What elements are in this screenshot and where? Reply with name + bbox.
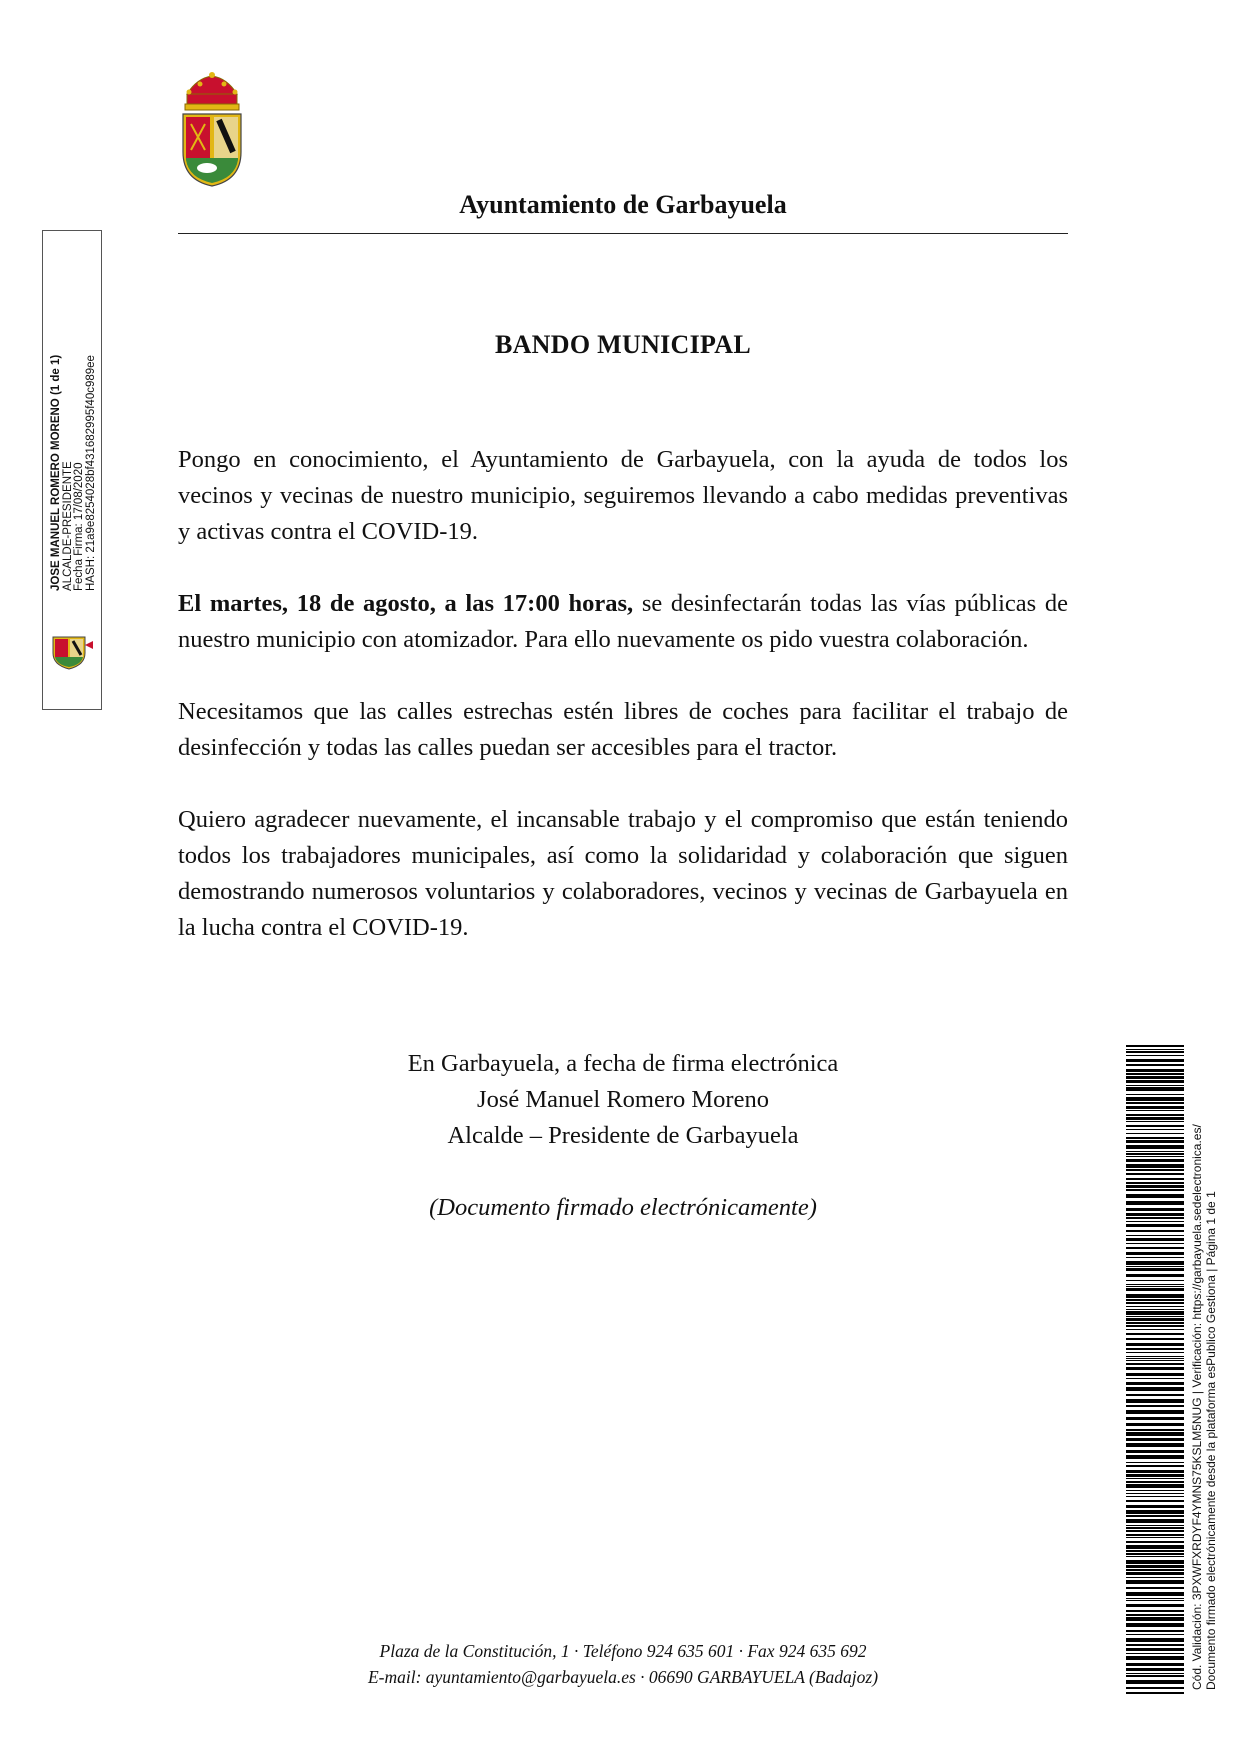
signature-role: Alcalde – Presidente de Garbayuela	[447, 1122, 799, 1149]
signature-name: José Manuel Romero Moreno	[477, 1086, 769, 1113]
stamp-hash: HASH: 21a9e8254028bf431682995f40c989ee	[84, 355, 97, 591]
header-divider	[178, 233, 1068, 234]
signature-place-date: En Garbayuela, a fecha de firma electrónica	[407, 1050, 839, 1077]
signature-block	[178, 1046, 1068, 1226]
signature-note: (Documento firmado electrónicamente)	[429, 1194, 817, 1221]
stamp-role: ALCALDE-PRESIDENTE	[61, 461, 74, 591]
stamp-date: Fecha Firma: 17/08/2020	[73, 462, 85, 591]
footer-email: E-mail: ayuntamiento@garbayuela.es · 06690 GARBAYUELA (Badajoz)	[367, 1667, 879, 1687]
signature-stamp	[42, 230, 102, 710]
paragraph-schedule	[178, 586, 1068, 658]
document-body	[178, 442, 1068, 982]
coat-of-arms-logo	[177, 72, 247, 188]
validation-barcode	[1126, 1045, 1184, 1695]
schedule-text: se desinfectarán todas las vías públicas de nuestro municipio con atomizador. Para ello nuevamente os pido vuestra colaboración.	[178, 590, 1068, 653]
stamp-crest-icon	[49, 631, 97, 671]
validation-code: Cód. Validación: 3PXWFXRDYF4YMNS75KSLM5NUG | Verificación: https://garbayuela.sedelectronica.es/	[1190, 1124, 1204, 1690]
document-title: BANDO MUNICIPAL	[494, 330, 752, 359]
validation-text	[1190, 1050, 1218, 1690]
footer-address: Plaza de la Constitución, 1 · Teléfono 924 635 601 · Fax 924 635 692	[379, 1641, 867, 1661]
schedule-bold-lead: El martes, 18 de agosto, a las 17:00 horas,	[178, 590, 634, 617]
stamp-signer: JOSE MANUEL ROMERO MORENO (1 de 1)	[50, 354, 62, 591]
validation-platform: Documento firmado electrónicamente desde la plataforma esPublico Gestiona | Página 1 de 1	[1204, 1191, 1218, 1690]
paragraph-request: Necesitamos que las calles estrechas estén libres de coches para facilitar el trabajo de desinfección y todas las calles puedan ser accesibles para el tractor.	[178, 698, 1068, 761]
paragraph-thanks: Quiero agradecer nuevamente, el incansable trabajo y el compromiso que están teniendo todos los trabajadores municipales, así como la solidaridad y colaboración que siguen demostrando numerosos voluntarios y colaboradores, vecinos y vecinas de Garbayuela en la lucha contra el COVID-19.	[178, 806, 1068, 941]
organization-title: Ayuntamiento de Garbayuela	[459, 190, 787, 219]
page-footer	[178, 1638, 1068, 1690]
paragraph-intro: Pongo en conocimiento, el Ayuntamiento de Garbayuela, con la ayuda de todos los vecinos y vecinas de nuestro municipio, seguiremos llevando a cabo medidas preventivas y activas contra el COVID-19.	[178, 446, 1068, 545]
